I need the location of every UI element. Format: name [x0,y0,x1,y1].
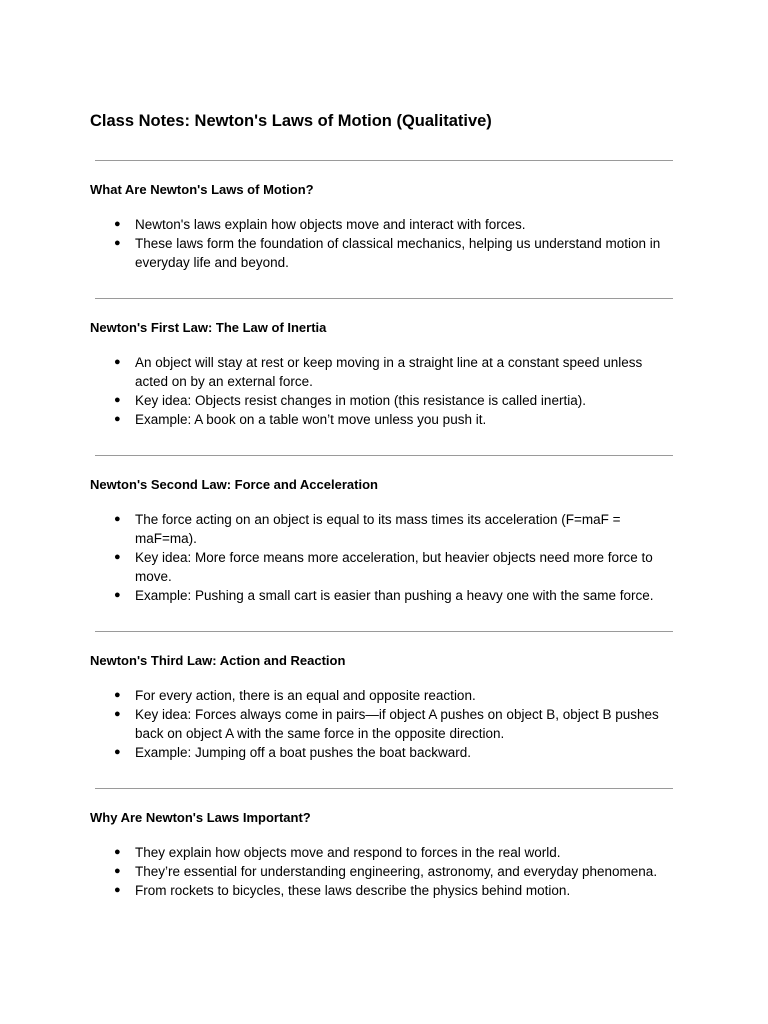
bullet-icon: ● [114,865,121,877]
section-divider [95,788,673,789]
bullet-icon: ● [114,356,121,368]
section-heading: Newton's Third Law: Action and Reaction [90,653,346,668]
list-item-text: Example: A book on a table won’t move unless you push it. [135,412,487,427]
section-why-important [90,809,678,900]
document-title: Class Notes: Newton's Laws of Motion (Qualitative) [90,112,492,130]
list-item [90,410,675,429]
list-item [90,215,675,234]
bullet-icon: ● [114,708,121,720]
list-item [90,862,675,881]
list-item-text: Key idea: Objects resist changes in motion (this resistance is called inertia). [135,393,586,408]
section-divider [95,298,673,299]
bullet-icon: ● [114,413,121,425]
list-item [90,881,675,900]
list-item [90,353,675,391]
section-divider [95,455,673,456]
list-item-text: Newton's laws explain how objects move and interact with forces. [135,217,526,232]
bullet-icon: ● [114,394,121,406]
list-item [90,743,675,762]
list-item [90,843,675,862]
section-second-law [90,476,678,605]
bullet-icon: ● [114,513,121,525]
bullet-list [90,510,678,605]
bullet-icon: ● [114,884,121,896]
bullet-list [90,686,678,762]
list-item-text: The force acting on an object is equal to its mass times its acceleration (F=maF = maF=ma). [135,512,621,546]
list-item [90,686,675,705]
list-item-text: These laws form the foundation of classical mechanics, helping us understand motion in everyday life and beyond. [135,236,661,270]
bullet-list [90,215,678,272]
section-third-law [90,652,678,762]
section-heading: Newton's Second Law: Force and Acceleration [90,477,378,492]
bullet-icon: ● [114,746,121,758]
list-item-text: Key idea: Forces always come in pairs—if object A pushes on object B, object B pushes back on object A with the same force in the opposite direction. [135,707,659,741]
list-item-text: They explain how objects move and respond to forces in the real world. [135,845,561,860]
list-item-text: They’re essential for understanding engineering, astronomy, and everyday phenomena. [135,864,658,879]
bullet-list [90,843,678,900]
bullet-icon: ● [114,218,121,230]
list-item-text: From rockets to bicycles, these laws describe the physics behind motion. [135,883,571,898]
section-heading: What Are Newton's Laws of Motion? [90,182,314,197]
section-heading: Newton's First Law: The Law of Inertia [90,320,327,335]
list-item [90,705,675,743]
bullet-icon: ● [114,551,121,563]
section-first-law [90,319,678,429]
section-divider [95,160,673,161]
list-item-text: Example: Pushing a small cart is easier than pushing a heavy one with the same force. [135,588,654,603]
bullet-icon: ● [114,237,121,249]
bullet-list [90,353,678,429]
section-heading: Why Are Newton's Laws Important? [90,810,311,825]
list-item-text: For every action, there is an equal and opposite reaction. [135,688,476,703]
bullet-icon: ● [114,589,121,601]
list-item [90,586,675,605]
list-item [90,510,675,548]
section-what-are-newtons-laws [90,181,678,272]
list-item [90,234,675,272]
bullet-icon: ● [114,846,121,858]
section-divider [95,631,673,632]
bullet-icon: ● [114,689,121,701]
list-item-text: Example: Jumping off a boat pushes the boat backward. [135,745,471,760]
list-item-text: Key idea: More force means more acceleration, but heavier objects need more force to move. [135,550,653,584]
list-item-text: An object will stay at rest or keep moving in a straight line at a constant speed unless acted on by an external force. [135,355,643,389]
list-item [90,548,675,586]
list-item [90,391,675,410]
